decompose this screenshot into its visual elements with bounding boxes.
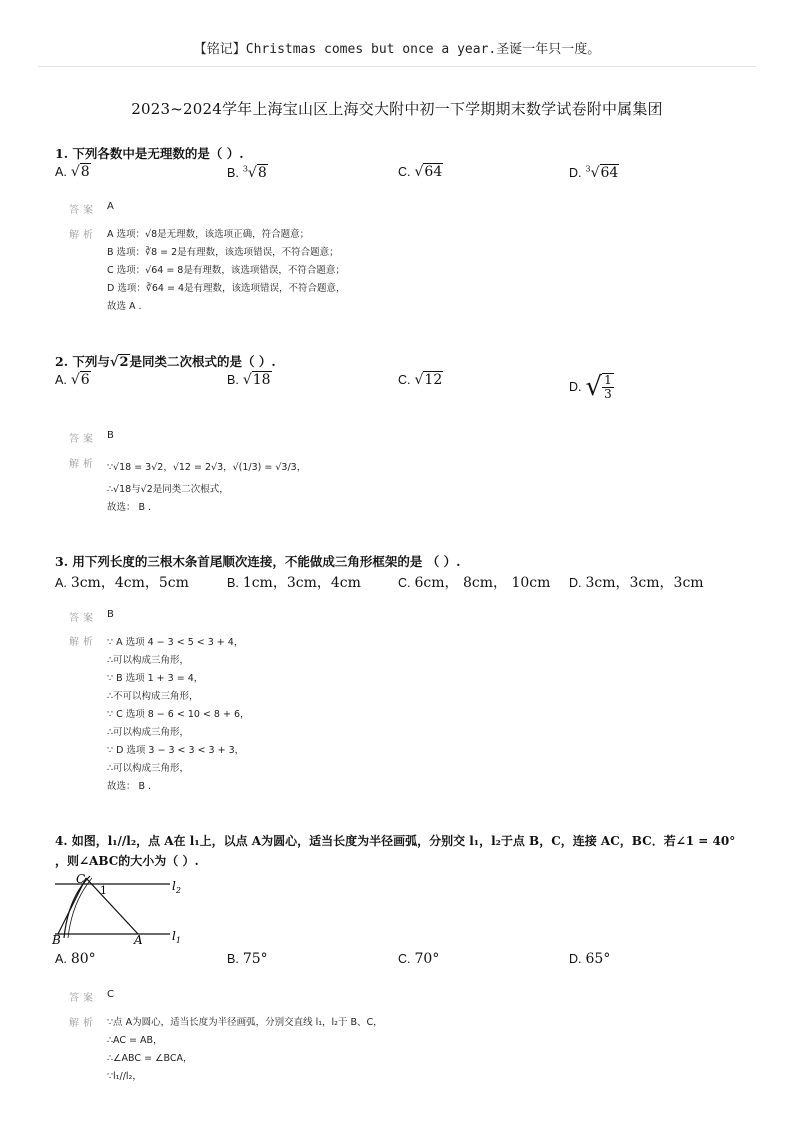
q4-answer: C <box>107 989 114 1000</box>
q1-analysis-line: C 选项：√64 = 8是有理数，该选项错误，不符合题意； <box>107 265 345 276</box>
label-angle-1: 1 <box>100 884 107 897</box>
page-title: 2023~2024学年上海宝山区上海交大附中初一下学期期末数学试卷附中属集团 <box>131 100 663 118</box>
q1-analysis-line: A 选项：√8是无理数，该选项正确，符合题意； <box>107 229 310 240</box>
q4-stem-line-2: ，则∠ABC的大小为（ ）. <box>55 854 199 868</box>
segment-ac <box>86 878 138 934</box>
q3-analysis-line: ∴可以构成三角形， <box>107 727 190 738</box>
q3-answer-tag: 答案 <box>69 613 97 624</box>
option-letter: B. <box>227 373 239 387</box>
header-divider <box>38 66 756 67</box>
q2-analysis-line: ∵√18 = 3√2，√12 = 2√3，√(1/3) = √3/3， <box>107 462 307 473</box>
q2-answer-tag: 答案 <box>69 434 97 445</box>
q3-analysis-line: ∵ D 选项 3 − 3 < 3 < 3 + 3， <box>107 745 245 756</box>
q4-analysis-line: ∵l₁//l₂， <box>107 1071 142 1082</box>
q3-analysis-tag: 解析 <box>69 637 97 648</box>
option-letter: C. <box>398 373 411 387</box>
option-letter: D. <box>569 952 582 966</box>
q4-geometry-figure <box>50 868 190 946</box>
label-b: B <box>52 933 61 946</box>
q3-analysis-line: ∴可以构成三角形， <box>107 763 190 774</box>
q4-option-c: C. 70° <box>398 951 440 967</box>
page-header-motto: 【铭记】Christmas comes but once a year.圣诞一年只一度。 <box>193 42 601 57</box>
q1-answer-tag: 答案 <box>69 205 97 216</box>
q3-analysis-line: ∵ B 选项 1 + 3 = 4， <box>107 673 204 684</box>
q1-option-c: C. √64 <box>398 164 443 180</box>
option-letter: B. <box>227 952 239 966</box>
q2-analysis-line: 故选： B . <box>107 502 152 513</box>
option-letter: C. <box>398 165 411 179</box>
q4-option-a: A. 80° <box>55 951 96 967</box>
q3-option-c: C. 6cm， 8cm， 10cm <box>398 575 551 591</box>
q2-option-c: C. √12 <box>398 372 443 388</box>
q1-option-b: B. $^3$√8 <box>227 164 267 181</box>
q1-option-a: A. √8 <box>55 164 90 180</box>
q3-analysis-line: ∵ A 选项 4 − 3 < 5 < 3 + 4， <box>107 637 244 648</box>
option-letter: A. <box>55 165 67 179</box>
q2-option-d: D. √ $\frac{1}{3}$ <box>569 372 612 402</box>
option-letter: C. <box>398 576 411 590</box>
option-letter: B. <box>227 576 239 590</box>
q1-analysis-line: B 选项：∛8 = 2是有理数，该选项错误，不符合题意； <box>107 247 339 258</box>
option-letter: D. <box>569 165 582 180</box>
q4-stem-line-1: 4. 如图，l₁//l₂，点 A在 l₁上，以点 A为圆心，适当长度为半径画弧，分别交 l₁，l₂于点 B，C，连接 AC，BC．若∠1 = 40° <box>55 834 736 848</box>
option-letter: B. <box>227 165 239 180</box>
q1-option-d: D. $^3$√64 <box>569 164 619 181</box>
q4-option-d: D. 65° <box>569 951 611 967</box>
option-letter: D. <box>569 576 582 590</box>
q3-stem: 3. 用下列长度的三根木条首尾顺次连接，不能做成三角形框架的是 （ ）. <box>55 554 461 569</box>
q3-option-b: B. 1cm，3cm，4cm <box>227 575 361 591</box>
q3-analysis-line: ∵ C 选项 8 − 6 < 10 < 8 + 6， <box>107 709 250 720</box>
q4-answer-tag: 答案 <box>69 993 97 1004</box>
q3-option-a: A. 3cm，4cm，5cm <box>55 575 189 591</box>
option-letter: A. <box>55 952 67 966</box>
q4-analysis-tag: 解析 <box>69 1018 97 1029</box>
q1-analysis-line: 故选 A . <box>107 301 142 312</box>
q3-answer: B <box>107 609 114 620</box>
label-l2: $l_2$ <box>172 879 181 895</box>
q1-answer: A <box>107 201 114 212</box>
label-a: A <box>134 933 143 946</box>
q1-analysis-tag: 解析 <box>69 230 97 241</box>
option-letter: A. <box>55 576 67 590</box>
option-letter: C. <box>398 952 411 966</box>
q4-analysis-line: ∵点 A为圆心，适当长度为半径画弧，分别交直线 l₁，l₂于 B、C， <box>107 1017 383 1028</box>
q3-analysis-line: 故选： B . <box>107 781 152 792</box>
option-letter: A. <box>55 373 67 387</box>
label-l1: $l_1$ <box>172 929 181 945</box>
q3-analysis-line: ∴可以构成三角形， <box>107 655 190 666</box>
q1-stem: 1. 下列各数中是无理数的是（ ）. <box>55 146 244 161</box>
q2-option-a: A. √6 <box>55 372 90 388</box>
label-c: C <box>76 872 86 886</box>
option-letter: D. <box>569 379 582 394</box>
q3-analysis-line: ∴不可以构成三角形， <box>107 691 199 702</box>
q2-stem: 2. 下列与√2是同类二次根式的是（ ）. <box>55 354 276 370</box>
q4-analysis-line: ∴AC = AB， <box>107 1035 163 1046</box>
q2-analysis-tag: 解析 <box>69 459 97 470</box>
q4-option-b: B. 75° <box>227 951 268 967</box>
q2-answer: B <box>107 430 114 441</box>
q1-analysis-line: D 选项：∛64 = 4是有理数，该选项错误，不符合题意， <box>107 283 346 294</box>
q2-option-b: B. √18 <box>227 372 271 388</box>
q4-analysis-line: ∴∠ABC = ∠BCA， <box>107 1053 193 1064</box>
q3-option-d: D. 3cm，3cm，3cm <box>569 575 704 591</box>
q2-analysis-line: ∴√18与√2是同类二次根式， <box>107 484 229 495</box>
